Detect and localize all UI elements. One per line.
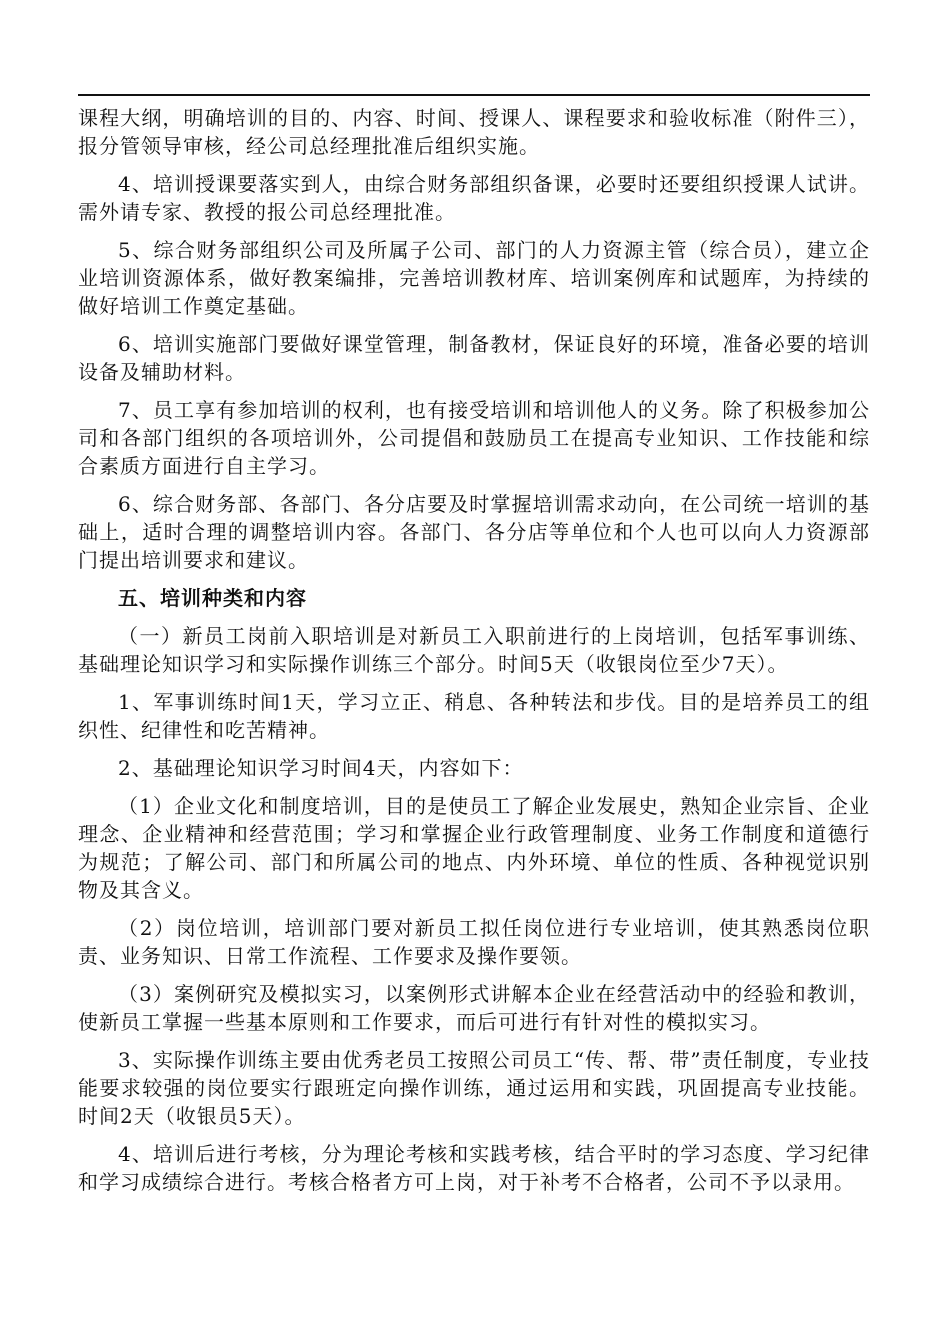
paragraph: 2、基础理论知识学习时间4天，内容如下： [118,756,524,780]
paragraph: 6、培训实施部门要做好课堂管理，制备教材，保证良好的环境，准备必要的培训设备及辅助材料。 [78,332,870,384]
paragraph: 1、军事训练时间1天，学习立正、稍息、各种转法和步伐。目的是培养员工的组织性、纪律性和吃苦精神。 [78,690,870,742]
paragraph: 6、综合财务部、各部门、各分店要及时掌握培训需求动向，在公司统一培训的基础上，适时合理的调整培训内容。各部门、各分店等单位和个人也可以向人力资源部门提出培训要求和建议。 [78,492,870,572]
paragraph: （1）企业文化和制度培训，目的是使员工了解企业发展史，熟知企业宗旨、企业理念、企业精神和经营范围；学习和掌握企业行政管理制度、业务工作制度和道德行为规范；了解公司、部门和所属公司的地点、内外环境、单位的性质、各种视觉识别物及其含义。 [78,794,870,902]
document-body [78,104,870,1206]
paragraph: 3、实际操作训练主要由优秀老员工按照公司员工“传、帮、带”责任制度，专业技能要求较强的岗位要实行跟班定向操作训练，通过运用和实践，巩固提高专业技能。时间2天（收银员5天）。 [78,1048,870,1128]
section-heading: 五、培训种类和内容 [118,586,307,610]
paragraph: 4、培训授课要落实到人，由综合财务部组织备课，必要时还要组织授课人试讲。需外请专家、教授的报公司总经理批准。 [78,172,870,224]
paragraph: （一）新员工岗前入职培训是对新员工入职前进行的上岗培训，包括军事训练、基础理论知识学习和实际操作训练三个部分。时间5天（收银岗位至少7天）。 [78,624,870,676]
paragraph: 4、培训后进行考核，分为理论考核和实践考核，结合平时的学习态度、学习纪律和学习成绩综合进行。考核合格者方可上岗，对于补考不合格者，公司不予以录用。 [78,1142,870,1194]
paragraph: 5、综合财务部组织公司及所属子公司、部门的人力资源主管（综合员），建立企业培训资源体系，做好教案编排，完善培训教材库、培训案例库和试题库，为持续的做好培训工作奠定基础。 [78,238,870,318]
header-rule [78,94,870,96]
paragraph: （2）岗位培训，培训部门要对新员工拟任岗位进行专业培训，使其熟悉岗位职责、业务知识、日常工作流程、工作要求及操作要领。 [78,916,870,968]
paragraph: 课程大纲，明确培训的目的、内容、时间、授课人、课程要求和验收标准（附件三），报分管领导审核，经公司总经理批准后组织实施。 [78,106,870,158]
paragraph: 7、员工享有参加培训的权利，也有接受培训和培训他人的义务。除了积极参加公司和各部门组织的各项培训外，公司提倡和鼓励员工在提高专业知识、工作技能和综合素质方面进行自主学习。 [78,398,870,478]
paragraph: （3）案例研究及模拟实习，以案例形式讲解本企业在经营活动中的经验和教训，使新员工掌握一些基本原则和工作要求，而后可进行有针对性的模拟实习。 [78,982,870,1034]
